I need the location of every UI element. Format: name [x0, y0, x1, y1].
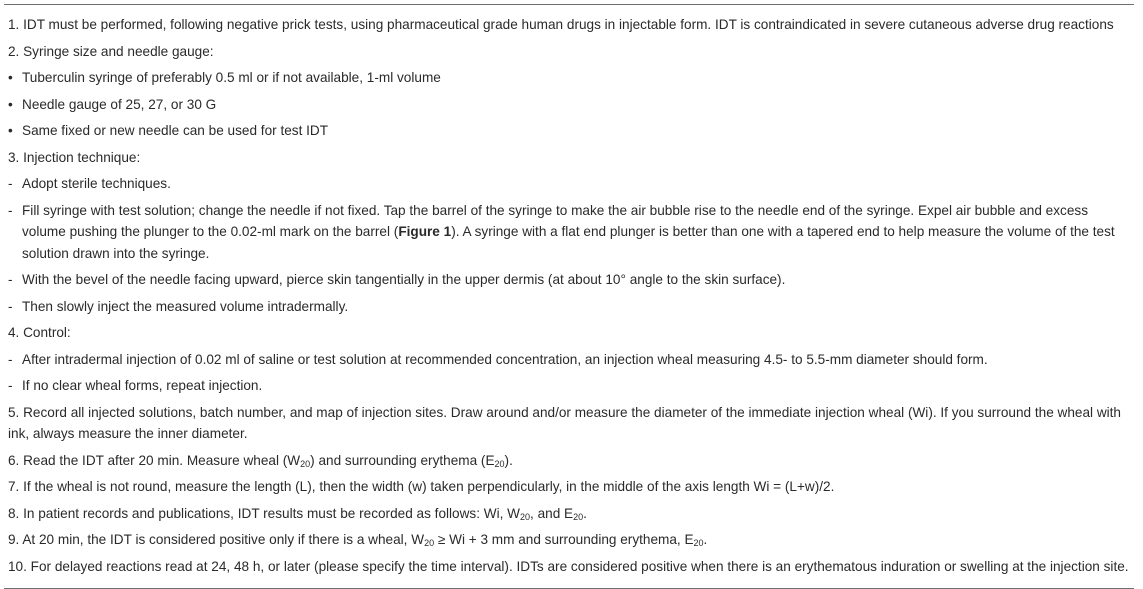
dash-marker: - [8, 176, 13, 191]
figure-reference: Figure 1 [398, 224, 452, 239]
step-text: After intradermal injection of 0.02 ml of saline or test solution at recommended concentration, an injection wheal measuring 4.5- to 5.5-mm diameter should form. [22, 351, 988, 367]
item-9-text: 9. At 20 min, the IDT is considered positive only if there is a wheal, W [8, 532, 425, 547]
idt-protocol-table [4, 4, 1134, 589]
item-3-step [8, 200, 1134, 265]
item-8-text: , and E [530, 505, 574, 521]
item-2-bullet [8, 120, 1134, 142]
item-5: 5. Record all injected solutions, batch number, and map of injection sites. Draw around and/or measure the diameter of the immediate injection wheal (Wi). If you surround the wheal with ink, always measure the inner diameter. [8, 404, 1121, 441]
item-1: 1. IDT must be performed, following negative prick tests, using pharmaceutical grade human drugs in injectable form. IDT is contraindicated in severe cutaneous adverse drug reactions [8, 17, 1114, 32]
step-text-part: ). A syringe with a flat end plunger is better than one with a tapered end to help measure the volume of the test solution drawn into the syringe. [22, 224, 1115, 261]
item-9-text: ≥ Wi + 3 mm and surrounding erythema, E [434, 532, 694, 547]
item-6 [8, 450, 1134, 472]
dash-marker: - [8, 202, 13, 218]
bullet-icon: • [8, 123, 13, 138]
dash-marker: - [8, 378, 13, 393]
dash-marker: - [8, 272, 13, 287]
item-3-step [8, 173, 1134, 195]
item-8 [8, 503, 1134, 525]
item-3-step [8, 269, 1134, 291]
item-8-text: . [583, 505, 587, 521]
bullet-text: Same fixed or new needle can be used for test IDT [22, 123, 329, 138]
subscript: 20 [520, 511, 531, 522]
dash-marker: - [8, 298, 13, 314]
item-6-text: ) and surrounding erythema (E [310, 452, 495, 468]
item-2-bullet [8, 67, 1134, 89]
item-6-text: 6. Read the IDT after 20 min. Measure wheal (W [8, 452, 301, 468]
subscript: 20 [494, 458, 505, 469]
step-text-part: Fill syringe with test solution; change the needle if not fixed. Tap the barrel of the syringe to make the air bubble rise to the needle end of the syringe. Expel air bubble and excess volume pushing the plunger to the 0.02-ml mark on the barrel ( [22, 202, 1088, 239]
item-10: 10. For delayed reactions read at 24, 48 h, or later (please specify the time interval). IDTs are considered positive when there is an erythematous induration or swelling at the injection site. [8, 558, 1129, 574]
item-6-text: ). [504, 452, 513, 468]
bullet-text: Needle gauge of 25, 27, or 30 G [22, 96, 217, 112]
subscript: 20 [573, 511, 584, 522]
item-9-text: . [703, 532, 708, 547]
step-text: With the bevel of the needle facing upward, pierce skin tangentially in the upper dermis (at about 10° angle to the skin surface). [22, 272, 786, 287]
step-text: Then slowly inject the measured volume intradermally. [22, 298, 349, 314]
item-4-heading: 4. Control: [8, 325, 71, 340]
item-9 [8, 529, 1134, 551]
item-2-bullet [8, 94, 1134, 116]
step-text [22, 200, 1134, 265]
dash-marker: - [8, 351, 13, 367]
step-text: Adopt sterile techniques. [22, 176, 171, 191]
subscript: 20 [300, 458, 311, 469]
bullet-text: Tuberculin syringe of preferably 0.5 ml or if not available, 1-ml volume [22, 70, 441, 85]
item-3-heading: 3. Injection technique: [8, 149, 141, 165]
step-text: If no clear wheal forms, repeat injection. [22, 378, 263, 393]
item-8-text: 8. In patient records and publications, IDT results must be recorded as follows: Wi, W [8, 505, 521, 521]
item-2-heading: 2. Syringe size and needle gauge: [8, 43, 214, 59]
item-4-step [8, 375, 1134, 397]
item-7: 7. If the wheal is not round, measure the length (L), then the width (w) taken perpendicularly, in the middle of the axis length Wi = (L+w)/2. [8, 479, 835, 494]
subscript: 20 [424, 538, 435, 548]
bullet-icon: • [8, 70, 13, 85]
subscript: 20 [693, 538, 704, 548]
bullet-icon: • [8, 96, 13, 112]
item-4-step [8, 349, 1134, 371]
item-3-step [8, 296, 1134, 318]
